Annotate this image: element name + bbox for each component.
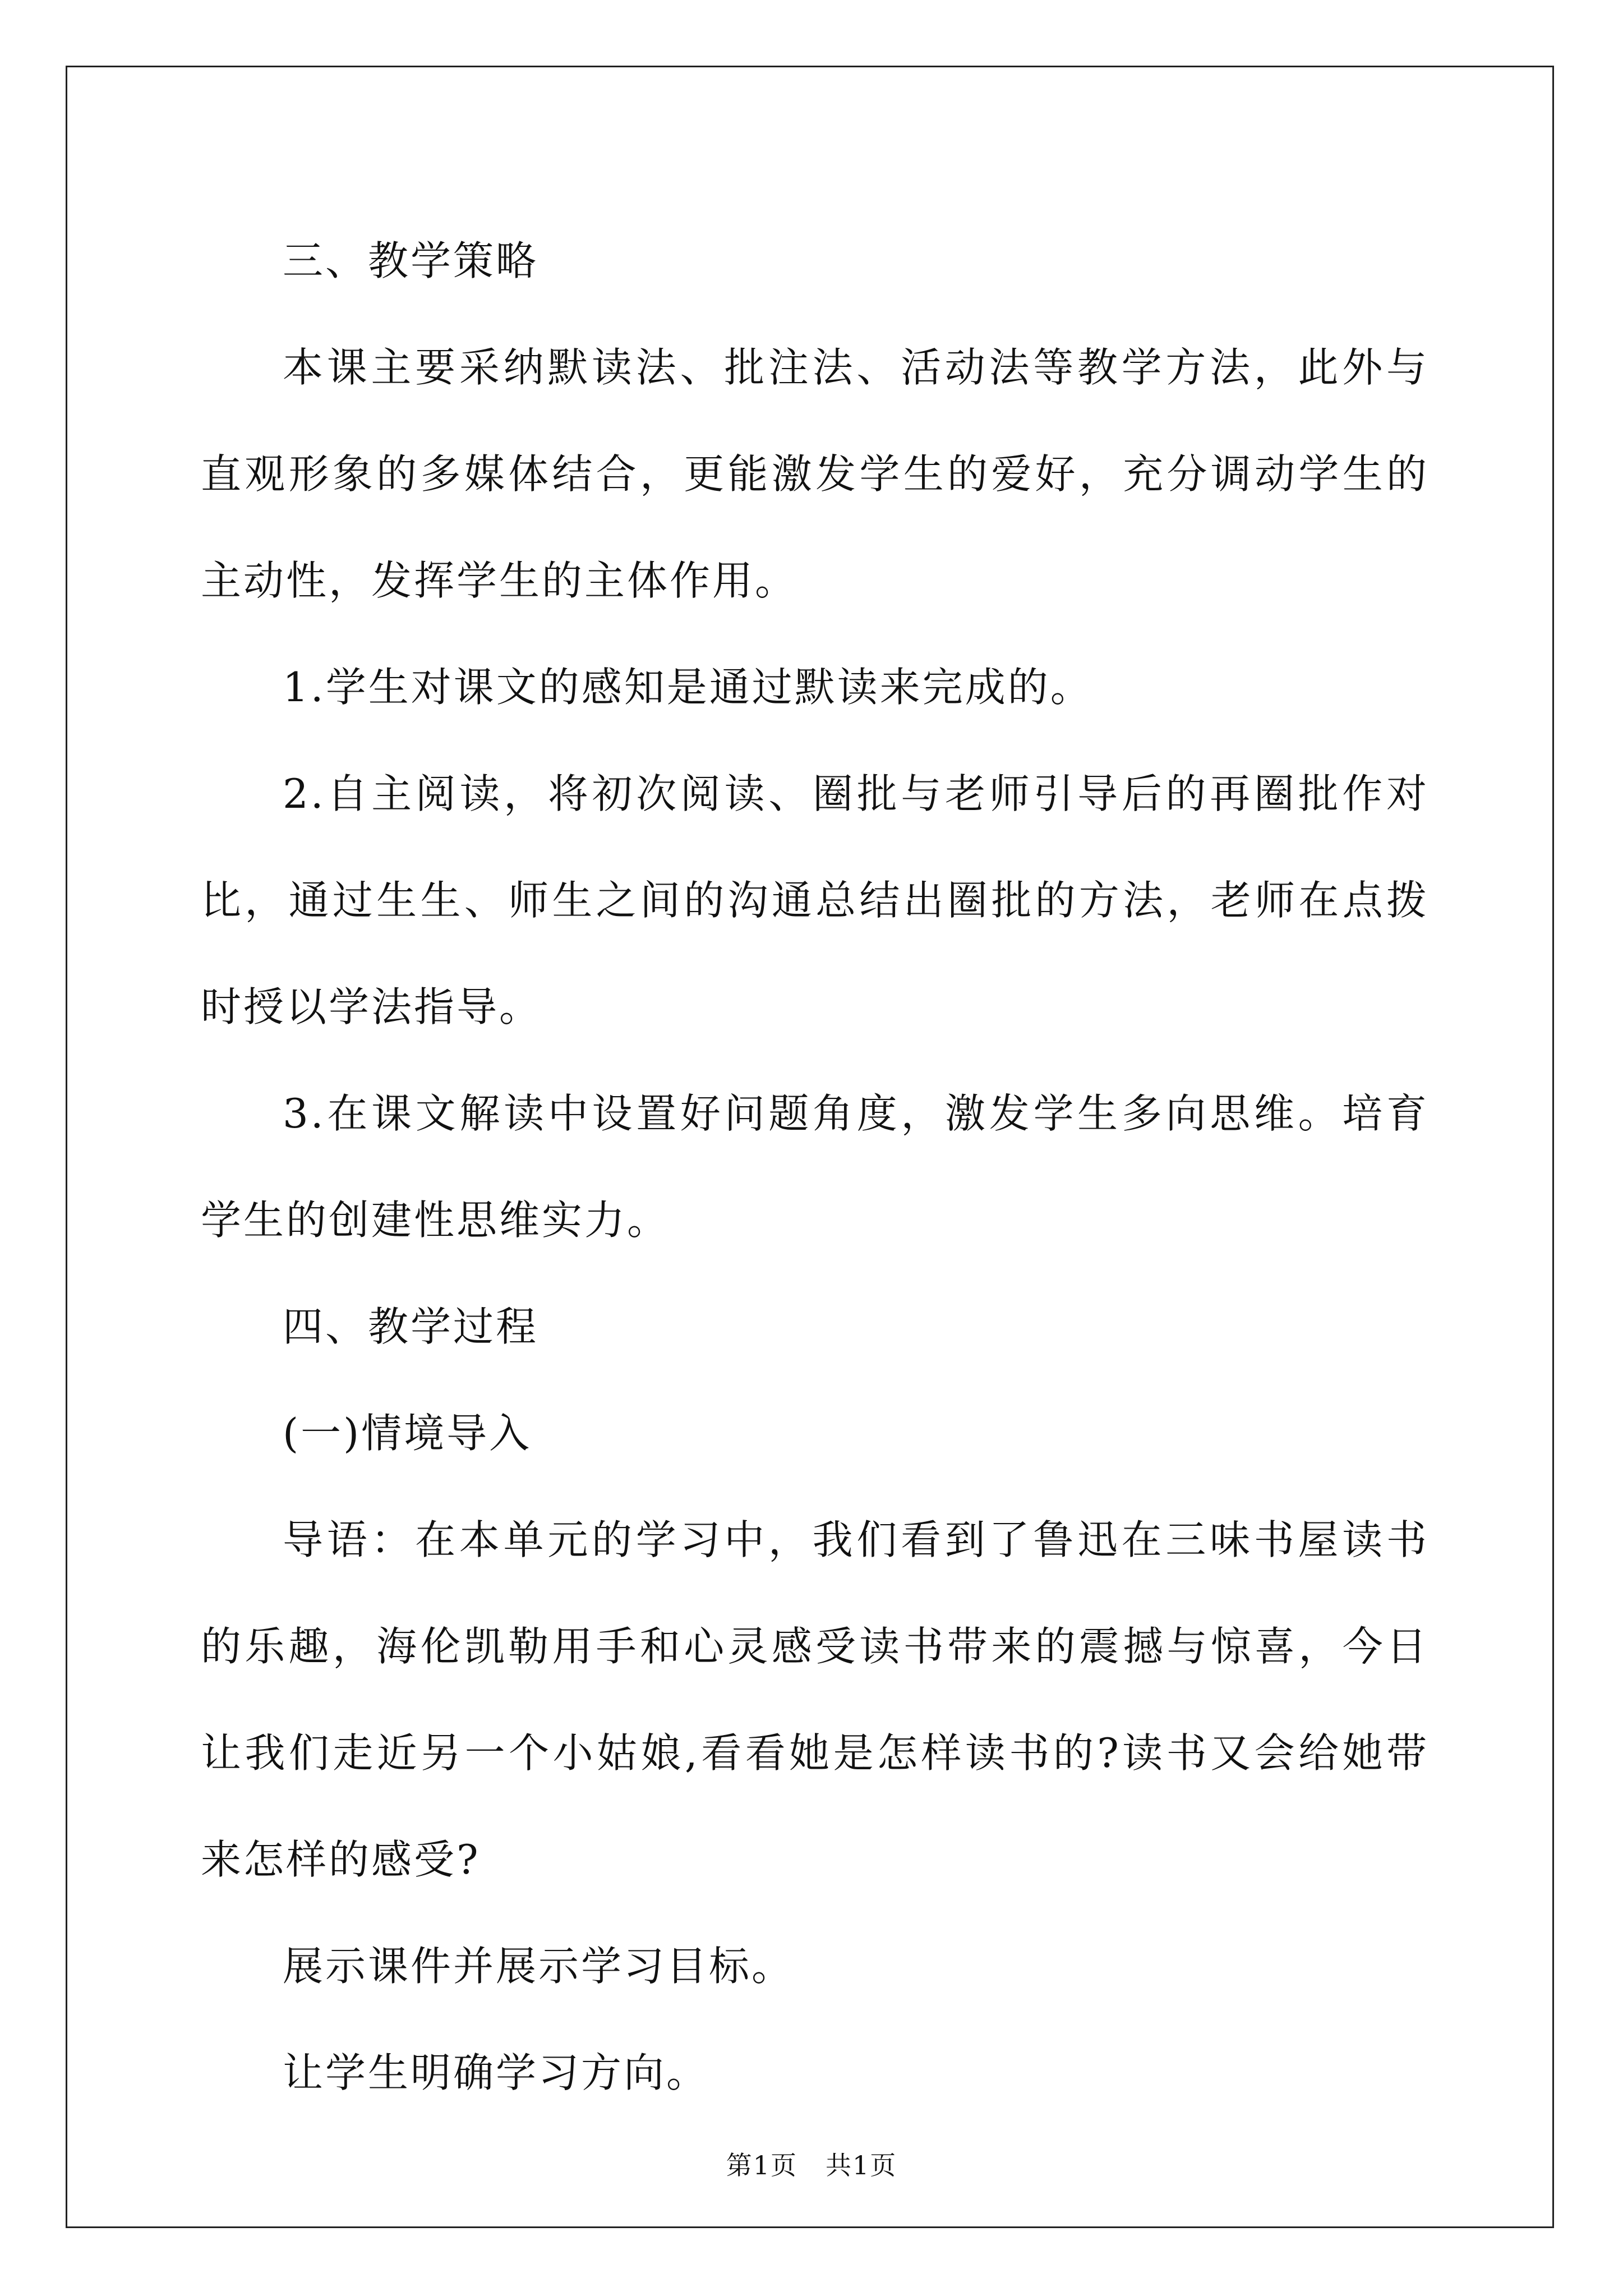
subsection-heading: (一)情境导入 (283, 1410, 532, 1457)
paragraph: 导语：在本单元的学习中，我们看到了鲁迅在三味书屋读书的乐趣，海伦凯勒用手和心灵感受读书带来的震撼与惊喜，今日让我们走近另一个小姑娘,看看她是怎样读书的?读书又会给她带来怎样的感受? (201, 1516, 1429, 1883)
list-item: 2.自主阅读，将初次阅读、圈批与老师引导后的再圈批作对比，通过生生、师生之间的沟通总结出圈批的方法，老师在点拨时授以学法指导。 (201, 770, 1429, 1030)
section-heading: 四、教学过程 (283, 1303, 539, 1350)
section-heading: 三、教学策略 (283, 237, 539, 284)
list-item: 1.学生对课文的感知是通过默读来完成的。 (283, 664, 1093, 711)
page-total: 共1页 (825, 2150, 897, 2180)
paragraph: 让学生明确学习方向。 (283, 2049, 709, 2096)
document-body (201, 208, 1429, 2126)
page-footer (0, 2148, 1623, 2182)
page-number: 第1页 (726, 2150, 798, 2180)
list-item: 3.在课文解读中设置好问题角度，激发学生多向思维。培育学生的创建性思维实力。 (201, 1090, 1429, 1244)
paragraph: 本课主要采纳默读法、批注法、活动法等教学方法，此外与直观形象的多媒体结合，更能激发学生的爱好，充分调动学生的主动性，发挥学生的主体作用。 (201, 344, 1429, 604)
paragraph: 展示课件并展示学习目标。 (283, 1943, 795, 1990)
